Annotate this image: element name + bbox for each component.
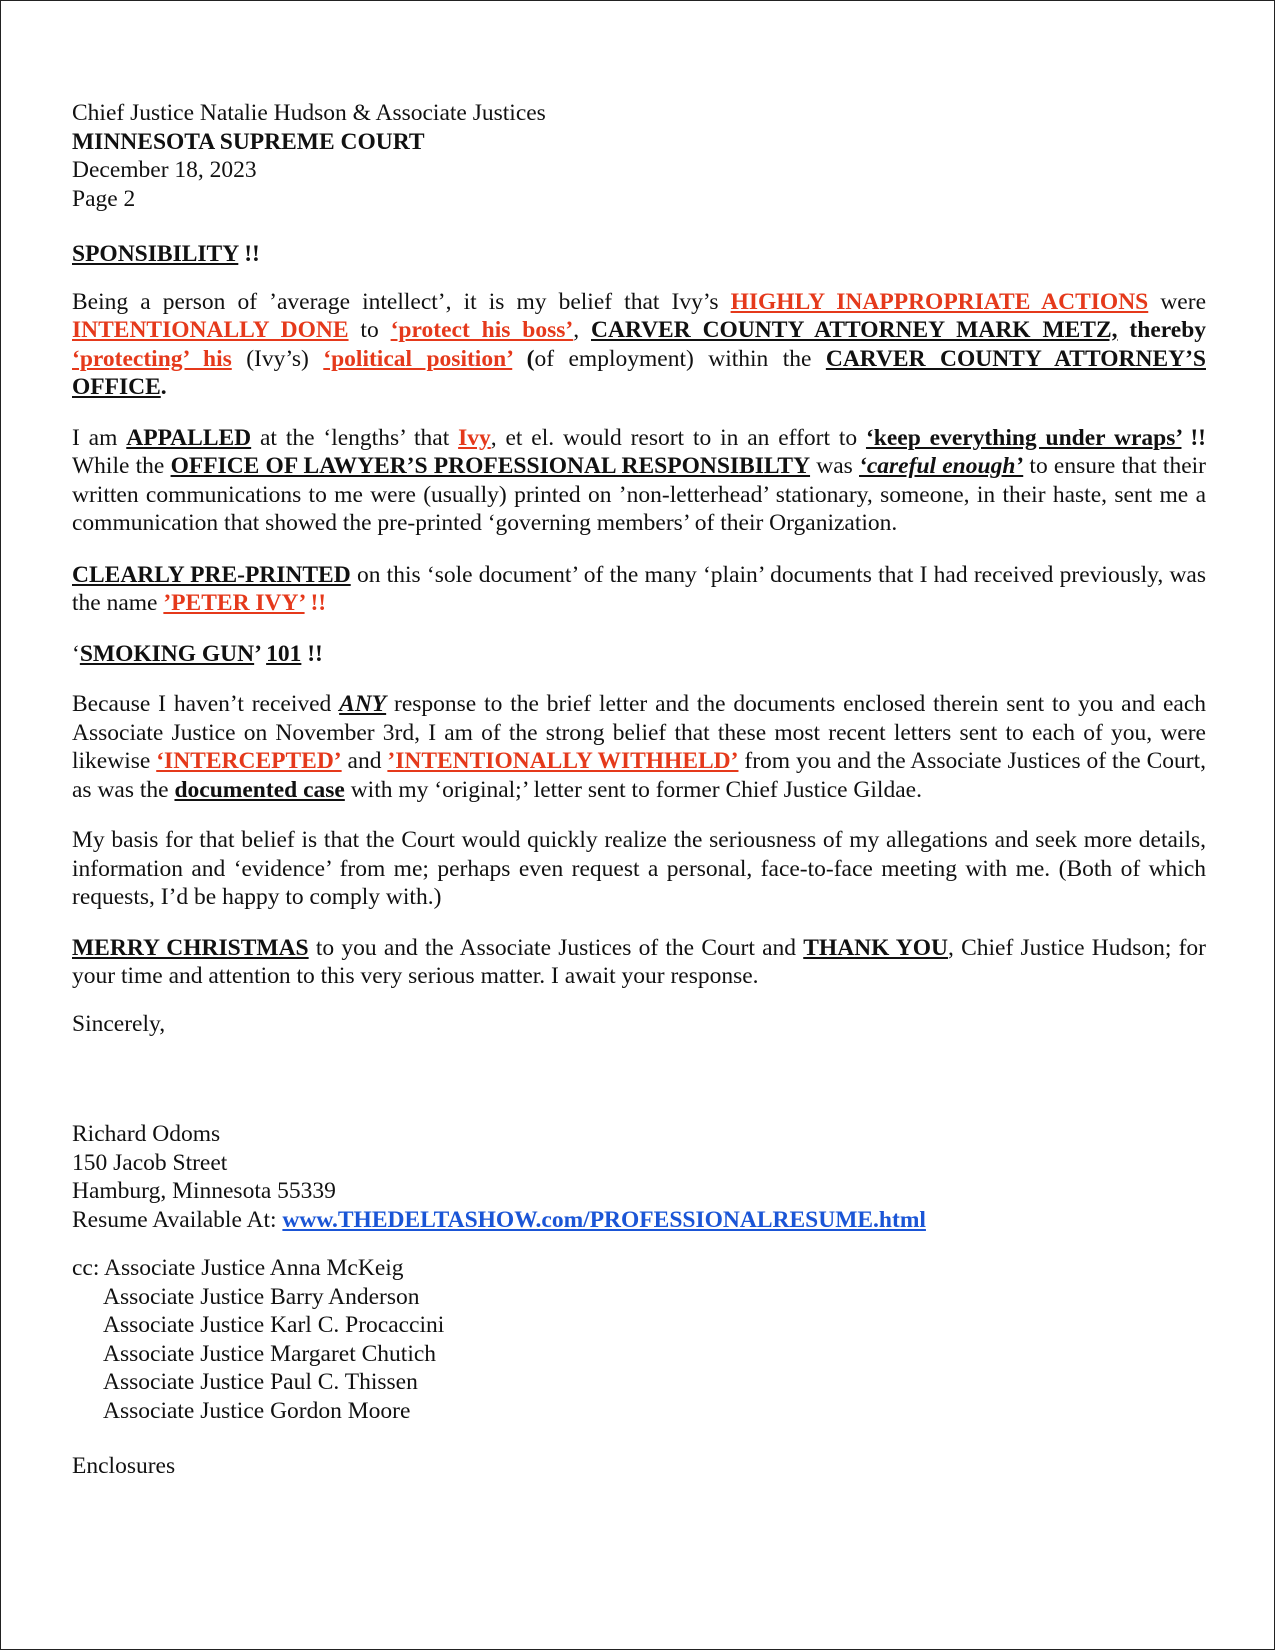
cc-recipient: Associate Justice Karl C. Procaccini	[103, 1312, 445, 1338]
paragraph-merry-christmas	[72, 934, 1206, 991]
resume-line	[72, 1206, 1206, 1235]
letter-date: December 18, 2023	[72, 157, 257, 183]
highlight-bold-italic: ‘careful enough’	[859, 453, 1024, 479]
text-run: were	[1148, 288, 1206, 315]
text-run-bold: .	[160, 374, 167, 400]
sender-city: Hamburg, Minnesota 55339	[72, 1178, 336, 1204]
resume-link[interactable]: www.THEDELTASHOW.com/PROFESSIONALRESUME.html	[282, 1206, 926, 1233]
highlight-red: HIGHLY INAPPROPRIATE ACTIONS	[730, 288, 1149, 315]
highlight-red: INTENTIONALLY DONE	[72, 317, 349, 343]
text-run: at the ‘lengths’ that	[251, 424, 459, 451]
cc-label: cc:	[72, 1255, 104, 1281]
highlight-red: ‘protecting’ his	[72, 345, 232, 372]
highlight-bold-italic: ANY	[339, 691, 387, 717]
highlight-bold: APPALLED	[126, 424, 252, 451]
text-run: I am	[72, 424, 127, 451]
highlight-bold: SMOKING GUN	[79, 640, 255, 667]
text-run: to	[348, 317, 391, 343]
text-run-bold: (	[512, 345, 535, 372]
text-run: ‘	[72, 640, 80, 667]
cc-recipient: Associate Justice Paul C. Thissen	[103, 1369, 418, 1395]
addressee-line: Chief Justice Natalie Hudson & Associate Justices	[72, 100, 546, 126]
paragraph-no-response	[72, 690, 1206, 804]
highlight-bold: CARVER COUNTY ATTORNEY MARK METZ,	[591, 317, 1118, 343]
highlight-red: ‘protect his boss’	[390, 317, 574, 343]
resume-label: Resume Available At:	[72, 1206, 283, 1233]
letter-header	[72, 99, 1206, 213]
highlight-red: Ivy	[458, 424, 491, 451]
paragraph-basis	[72, 826, 1206, 912]
text-run: My basis for that belief is that the Court would quickly realize the seriousness of my allegations and seek more details, information and ‘evidence’ from me; perhaps even request a personal, face-to-face meeting with me. (Both of which requests, I’d be happy to comply with.)	[72, 827, 1206, 910]
text-run: of employment) within the	[534, 345, 826, 372]
text-run-bold: thereby	[1117, 317, 1207, 343]
page-number: Page 2	[72, 185, 136, 212]
paragraph-belief	[72, 288, 1206, 402]
cc-list	[72, 1254, 1206, 1425]
paragraph-smoking-gun	[72, 640, 1206, 669]
highlight-bold: THANK YOU	[803, 934, 948, 961]
sender-name: Richard Odoms	[72, 1121, 221, 1147]
text-run: to ensure that their written communications to me were (usually) printed on ’non-letterhead’ stationary, someone, in their haste, sent me a communication that showed the pre-printed ‘governing members’ of their Organization.	[72, 453, 1206, 536]
text-run: Being a person of ’average intellect’, it is my belief that Ivy’s	[72, 288, 731, 315]
cc-recipient: Associate Justice Margaret Chutich	[103, 1340, 437, 1367]
text-run-bold: !!	[1181, 424, 1206, 451]
text-run: , et el. would resort to in an effort to	[490, 424, 866, 451]
exclamation: !!	[238, 241, 260, 267]
text-run: (Ivy’s)	[231, 345, 324, 372]
paragraph-preprinted	[72, 561, 1206, 618]
sender-street: 150 Jacob Street	[72, 1149, 228, 1176]
signature-block	[72, 1120, 1206, 1234]
text-run: from you and the Associate Justices of the Court, as was the	[72, 748, 1206, 803]
enclosures-note: Enclosures	[72, 1453, 176, 1479]
highlight-bold: MERRY CHRISTMAS	[72, 934, 309, 961]
highlight-bold: ‘keep everything under wraps’	[865, 424, 1182, 451]
paragraph-appalled	[72, 424, 1206, 538]
highlight-bold: documented case	[174, 776, 345, 803]
letter-body	[72, 99, 1206, 1481]
court-name: MINNESOTA SUPREME COURT	[72, 128, 425, 155]
text-run: to you and the Associate Justices of the Court and	[308, 934, 804, 961]
text-run-bold: ’	[254, 640, 267, 667]
paragraph-sponsibility	[72, 240, 1206, 269]
highlight-bold: 101	[266, 640, 302, 667]
cc-recipient: Associate Justice Anna McKeig	[103, 1255, 404, 1281]
highlight-red: ’PETER IVY’	[163, 590, 305, 616]
highlight-bold: CLEARLY PRE-PRINTED	[72, 561, 351, 588]
text-run: and	[341, 748, 388, 774]
cc-recipient: Associate Justice Barry Anderson	[103, 1283, 420, 1310]
cc-first-line	[72, 1254, 1206, 1283]
closing: Sincerely,	[72, 1010, 166, 1037]
text-run: was	[810, 453, 860, 479]
highlight-red: ‘political position’	[323, 345, 513, 372]
exclamation: !!	[301, 640, 323, 667]
sponsibility-heading: SPONSIBILITY	[72, 241, 239, 267]
highlight-red: ‘INTERCEPTED’	[156, 748, 342, 774]
highlight-bold: CARVER COUNTY ATTORNEY’S OFFICE	[72, 345, 1206, 400]
cc-recipient: Associate Justice Gordon Moore	[103, 1397, 411, 1424]
highlight-bold: OFFICE OF LAWYER’S PROFESSIONAL RESPONSIBILTY	[170, 453, 811, 479]
text-run: , Chief Justice Hudson; for your time and attention to this very serious matter. I await your response.	[72, 934, 1207, 989]
highlight-red: ’INTENTIONALLY WITHHELD’	[387, 748, 739, 774]
text-run: ,	[573, 317, 591, 343]
text-run: with my ‘original;’ letter sent to former Chief Justice Gildae.	[344, 776, 922, 803]
text-run: on this ‘sole document’ of the many ‘plain’ documents that I had received previously, was the name	[72, 561, 1206, 616]
text-run: response to the brief letter and the documents enclosed therein sent to you and each Associate Justice on November 3rd, I am of the strong belief that these most recent letters sent to each of you, were likewise	[72, 691, 1207, 774]
text-run: While the	[72, 453, 171, 479]
text-run: Because I haven’t received	[72, 691, 340, 717]
exclamation-red: !!	[304, 590, 327, 616]
